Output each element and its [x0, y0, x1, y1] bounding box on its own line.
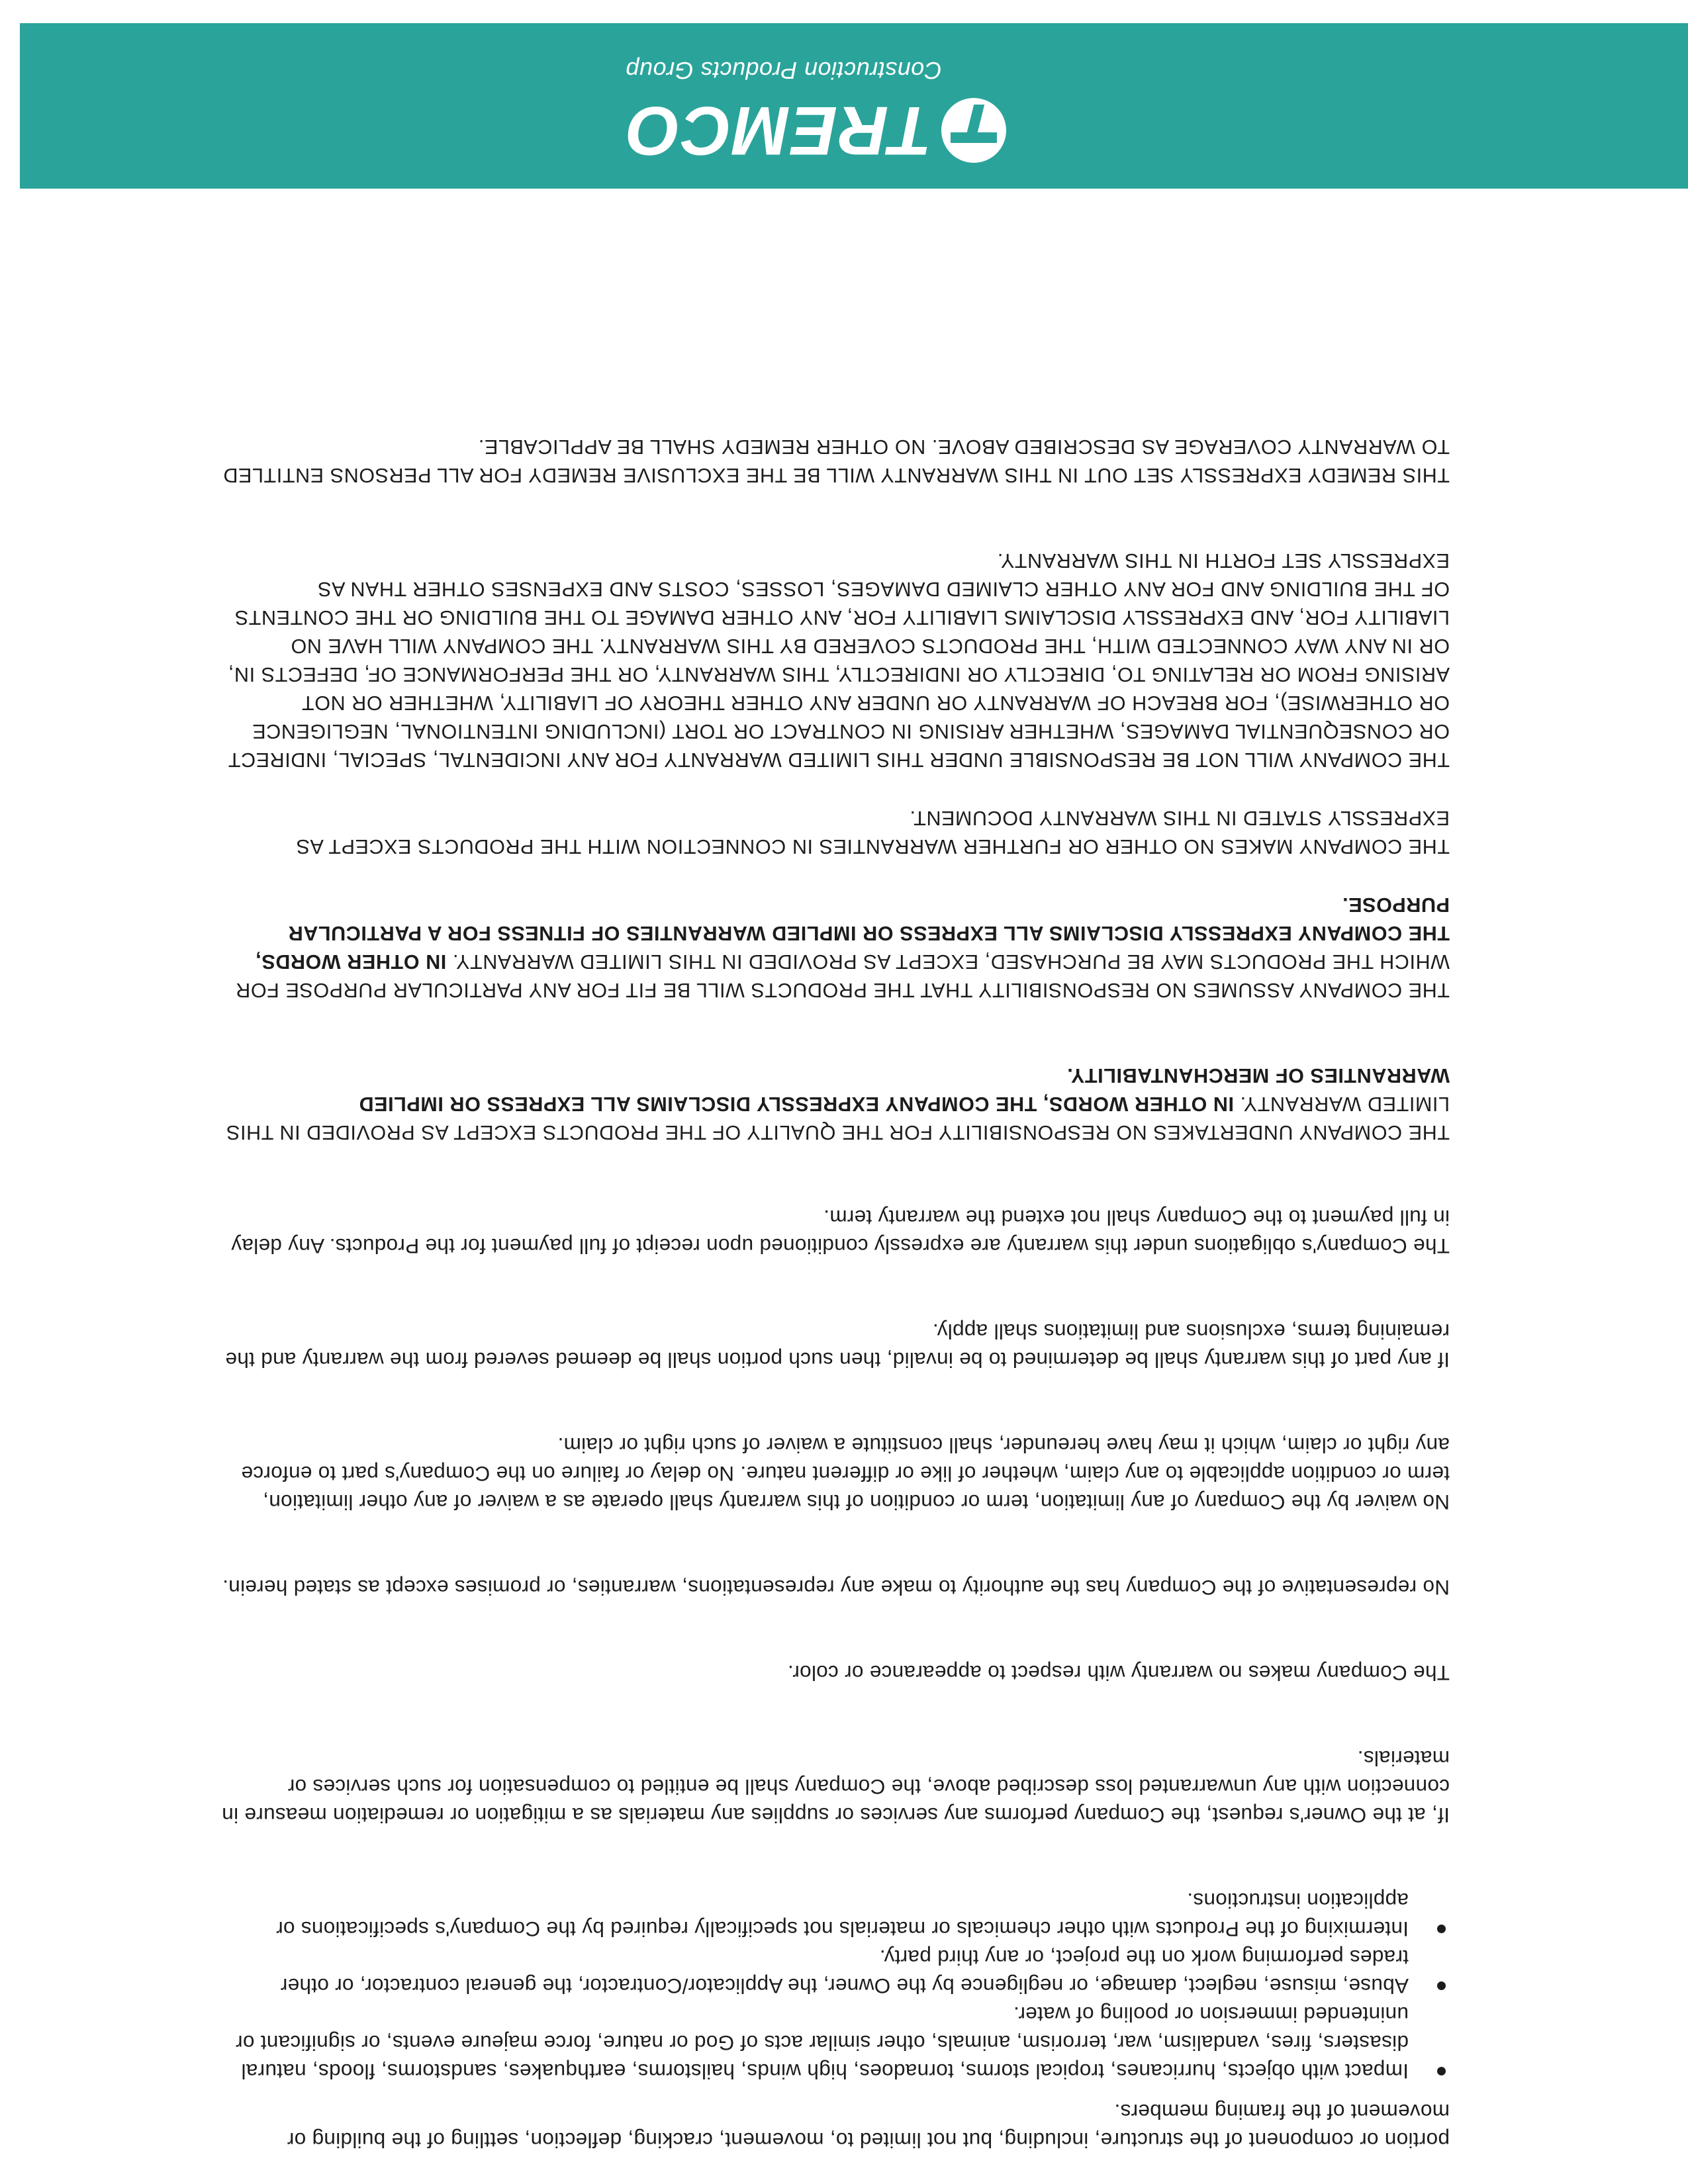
- list-item: Intermixing of the Products with other chemicals or materials not specifically required by the Company's specifications or application instructions.: [218, 1886, 1409, 1943]
- representative-paragraph: No representative of the Company has the authority to make any representations, warranties, or promises except as stated herein.: [222, 1576, 1450, 1600]
- remedy-paragraph: THIS REMEDY EXPRESSLY SET OUT IN THIS WARRANTY WILL BE THE EXCLUSIVE REMEDY FOR ALL PERSONS ENTITLED TO WARRANTY COVERAGE AS DESCRIBED ABOVE. NO OTHER REMEDY SHALL BE APPLICABLE.: [222, 435, 1450, 486]
- warranty-text: [218, 432, 1450, 2154]
- header-banner: [20, 23, 1688, 189]
- waiver-paragraph: No waiver by the Company of any limitation, term or condition of this warranty shall operate as a waiver of any other limitation, term or condition applicable to any claim, whether of like or different nature. No delay or failure on the Company's part to enforce any right or claim, which it may have hereunder, shall constitute a waiver of such right or claim.: [241, 1433, 1450, 1514]
- appearance-paragraph: The Company makes no warranty with respect to appearance or color.: [787, 1661, 1450, 1685]
- fitness-disclaimer: IN OTHER WORDS, THE COMPANY EXPRESSLY DISCLAIMS ALL EXPRESS OR IMPLIED WARRANTIES OF FITNESS FOR A PARTICULAR PURPOSE.: [255, 893, 1450, 973]
- liability-paragraph: THE COMPANY WILL NOT BE RESPONSIBLE UNDER THIS LIMITED WARRANTY FOR ANY INCIDENTAL, SPECIAL, INDIRECT OR CONSEQUENTIAL DAMAGES, WHETHER ARISING IN CONTRACT OR TORT (INCLUDING INTENTIONAL, NEGLIGENCE OR OTHERWISE), FOR BREACH OF WARRANTY OR UNDER ANY OTHER THEORY OF LIABILITY, WHETHER OR NOT ARISING FROM OR RELATING TO, DIRECTLY OR INDIRECTLY, THIS WARRANTY, OR THE PERFORMANCE OF, DEFECTS IN, OR IN ANY WAY CONNECTED WITH, THE PRODUCTS COVERED BY THIS WARRANTY. THE COMPANY WILL HAVE NO LIABILITY FOR, AND EXPRESSLY DISCLAIMS LIABILITY FOR, ANY OTHER DAMAGE TO THE BUILDING OR THE CONTENTS OF THE BUILDING AND FOR ANY OTHER CLAIMED DAMAGES, LOSSES, COSTS AND EXPENSES OTHER THAN AS EXPRESSLY SET FORTH IN THIS WARRANTY.: [228, 549, 1450, 771]
- payment-paragraph: The Company's obligations under this warranty are expressly conditioned upon receipt of full payment for the Products. Any delay in full payment to the Company shall not extend the warranty term.: [231, 1206, 1450, 1258]
- owner-request-paragraph: If, at the Owner's request, the Company performs any services or supplies any materials as a mitigation or remediation measure in connection with any unwarranted loss described above, the Company shall be entitled to compensation for such services or materials.: [221, 1747, 1450, 1827]
- intro-paragraph: portion or component of the structure, including, but not limited to, movement, cracking, deflection, settling of the building or movement of the framing members.: [287, 2100, 1450, 2152]
- invalid-paragraph: If any part of this warranty shall be determined to be invalid, then such portion shall be deemed severed from the warranty and the remaining terms, exclusions and limitations shall apply.: [225, 1320, 1450, 1372]
- exclusions-list: [218, 1886, 1450, 2085]
- brand-subtitle: Construction Products Group: [626, 57, 942, 84]
- list-item: Impact with objects, hurricanes, tropical storms, tornadoes, high winds, hailstorms, earthquakes, sandstorms, floods, natural disasters, fires, vandalism, war, terrorism, animals, other similar acts of God or nature, force majeure events, or significant or unintended immersion or pooling of water.: [218, 2000, 1409, 2085]
- tremco-logo-icon: [941, 98, 1006, 163]
- brand-name: TREMCO: [626, 92, 932, 169]
- quality-paragraph: [218, 1061, 1450, 1146]
- tremco-logo: [626, 92, 1006, 169]
- fitness-text: THE COMPANY ASSUMES NO RESPONSIBILITY THAT THE PRODUCTS WILL BE FIT FOR ANY PARTICULAR PURPOSE FOR WHICH THE PRODUCTS MAY BE PURCHASED, EXCEPT AS PROVIDED IN THIS LIMITED WARRANTY.: [235, 950, 1450, 1001]
- list-item: Abuse, misuse, neglect, damage, or negligence by the Owner, the Applicator/Contractor, the general contractor, or other trades performing work on the project, or any third party.: [218, 1943, 1409, 2000]
- no-other-warranties-paragraph: THE COMPANY MAKES NO OTHER OR FURTHER WARRANTIES IN CONNECTION WITH THE PRODUCTS EXCEPT AS EXPRESSLY STATED IN THIS WARRANTY DOCUMENT.: [296, 807, 1450, 858]
- fitness-paragraph: [218, 890, 1450, 1004]
- quality-disclaimer: IN OTHER WORDS, THE COMPANY EXPRESSLY DISCLAIMS ALL EXPRESS OR IMPLIED WARRANTIES OF MERCHANTABILITY.: [358, 1064, 1450, 1115]
- quality-text: THE COMPANY UNDERTAKES NO RESPONSIBILITY FOR THE QUALITY OF THE PRODUCTS EXCEPT AS PROVIDED IN THIS LIMITED WARRANTY.: [226, 1093, 1450, 1144]
